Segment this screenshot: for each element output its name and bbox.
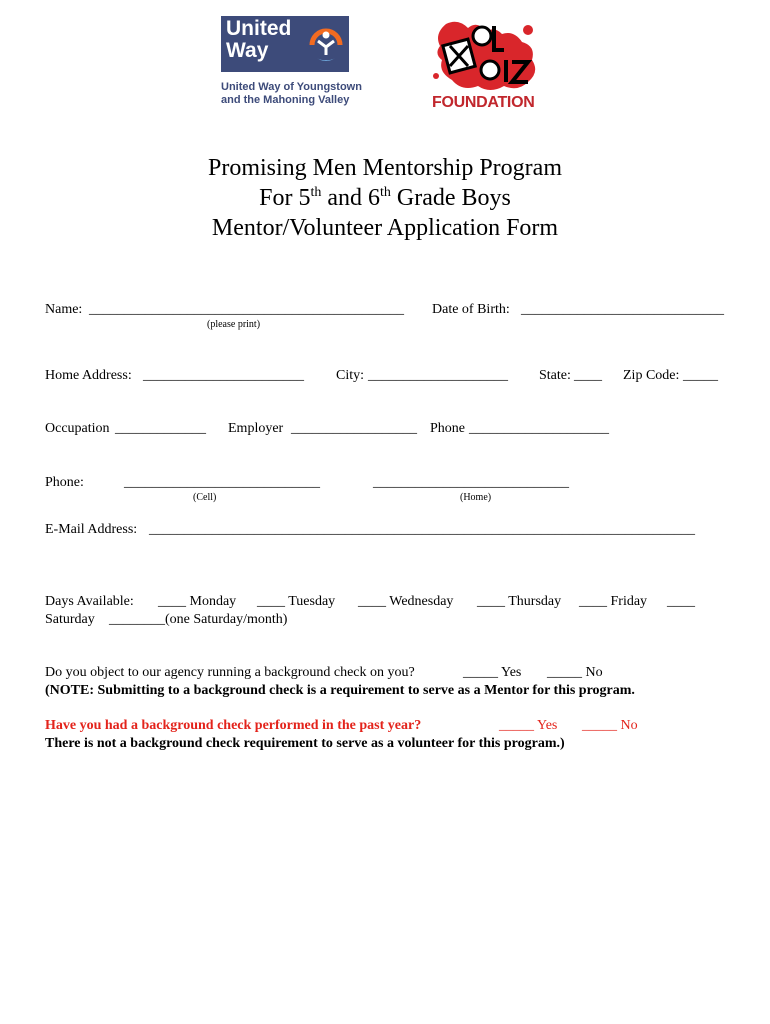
kool-kidz-logo-icon [432,16,544,94]
day-option-friday[interactable]: ____ Friday [579,594,648,609]
cell-hint: (Cell) [193,492,217,503]
background-no-option[interactable]: _____ No [547,665,603,680]
dob-label: Date of Birth: [432,302,510,317]
home-phone-field[interactable]: ____________________________ [373,475,569,490]
saturday-field[interactable]: ________(one Saturday/month) [109,612,288,627]
home-address-label: Home Address: [45,368,132,383]
united-way-logo [221,16,349,72]
united-way-caption [221,81,362,107]
title-line-3: Mentor/Volunteer Application Form [211,215,559,241]
state-field[interactable]: ____ [574,368,602,383]
employer-field[interactable]: __________________ [291,421,417,436]
united-way-logo-line2: Way [226,39,269,62]
name-field[interactable]: _____________________________________________ [89,302,404,317]
dob-field[interactable]: _____________________________ [521,302,724,317]
day-option-thursday[interactable]: ____ Thursday [477,594,562,609]
mentor-note: (NOTE: Submitting to a background check is a requirement to serve as a Mentor for this program. [45,683,635,698]
background-question: Do you object to our agency running a background check on you? [45,665,415,680]
email-label: E-Mail Address: [45,522,138,537]
title-line-1: Promising Men Mentorship Program [208,155,562,181]
state-label: State: [539,368,571,383]
background-past-year-question: Have you had a background check performed in the past year? [45,718,422,733]
united-way-caption-line1: United Way of Youngstown [221,81,362,93]
united-way-logo-line1: United [226,17,292,40]
volunteer-note: There is not a background check requirement to serve as a volunteer for this program.) [45,736,565,751]
background-yes-option[interactable]: _____ Yes [463,665,522,680]
cell-phone-field[interactable]: ____________________________ [124,475,320,490]
home-address-field[interactable]: _______________________ [143,368,304,383]
employer-label: Employer [228,421,284,436]
name-hint: (please print) [207,319,261,330]
city-label: City: [336,368,365,383]
past-year-yes-option[interactable]: _____ Yes [499,718,558,733]
day-option-wednesday[interactable]: ____ Wednesday [358,594,454,609]
phone-label: Phone: [45,475,84,490]
past-year-no-option[interactable]: _____ No [582,718,638,733]
city-field[interactable]: ____________________ [368,368,508,383]
occupation-label: Occupation [45,421,110,436]
email-field[interactable]: ______________________________________________________________________________ [149,522,695,537]
home-hint: (Home) [460,492,492,503]
occupation-field[interactable]: _____________ [115,421,206,436]
day-option-saturday-blank[interactable]: ____ [667,594,695,609]
kool-kidz-foundation-label: FOUNDATION [432,94,535,111]
united-way-caption-line2: and the Mahoning Valley [221,94,350,106]
zip-field[interactable]: _____ [683,368,718,383]
united-way-emblem-icon [308,23,344,67]
days-available-label: Days Available: [45,594,134,609]
work-phone-label: Phone [430,421,465,436]
work-phone-field[interactable]: ____________________ [469,421,609,436]
zip-label: Zip Code: [623,368,680,383]
day-option-monday[interactable]: ____ Monday [158,594,237,609]
name-label: Name: [45,302,83,317]
title-line-2: For 5th and 6th Grade Boys [259,185,511,211]
day-option-tuesday[interactable]: ____ Tuesday [257,594,336,609]
saturday-label: Saturday [45,612,95,627]
